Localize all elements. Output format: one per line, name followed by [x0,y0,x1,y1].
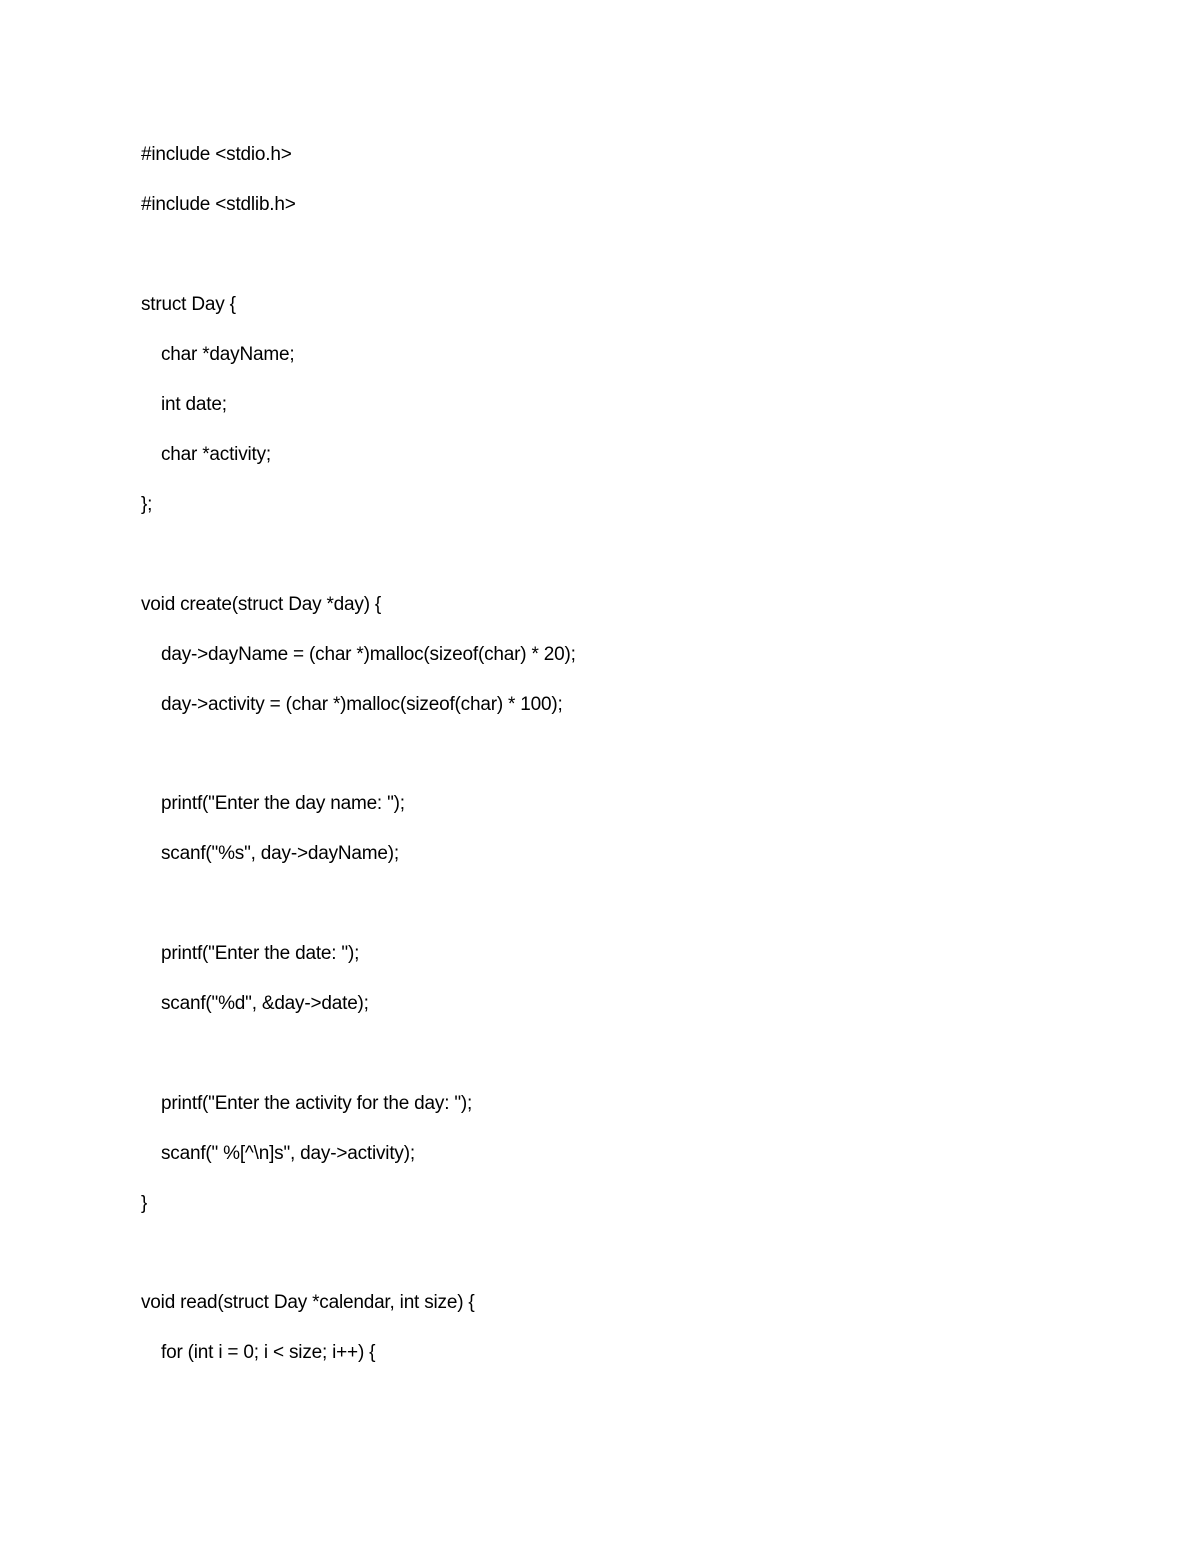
code-line: day->dayName = (char *)malloc(sizeof(char) * 20); [161,644,576,665]
code-line: scanf(" %[^\n]s", day->activity); [161,1143,415,1164]
code-line: day->activity = (char *)malloc(sizeof(char) * 100); [161,694,563,715]
code-line: char *dayName; [161,344,295,365]
code-line: printf("Enter the activity for the day: "); [161,1093,473,1114]
code-line: for (int i = 0; i < size; i++) { [161,1342,376,1363]
code-line: scanf("%d", &day->date); [161,993,369,1014]
code-line: void read(struct Day *calendar, int size) { [141,1292,475,1313]
code-line: char *activity; [161,444,271,465]
code-line: struct Day { [141,294,236,315]
code-line: printf("Enter the day name: "); [161,793,405,814]
code-line: }; [141,494,153,515]
code-line: } [141,1193,148,1214]
code-line: int date; [161,394,227,415]
code-line: #include <stdio.h> [141,144,292,165]
code-line: void create(struct Day *day) { [141,594,382,615]
code-line: scanf("%s", day->dayName); [161,843,399,864]
code-line: #include <stdlib.h> [141,194,296,215]
code-line: printf("Enter the date: "); [161,943,360,964]
